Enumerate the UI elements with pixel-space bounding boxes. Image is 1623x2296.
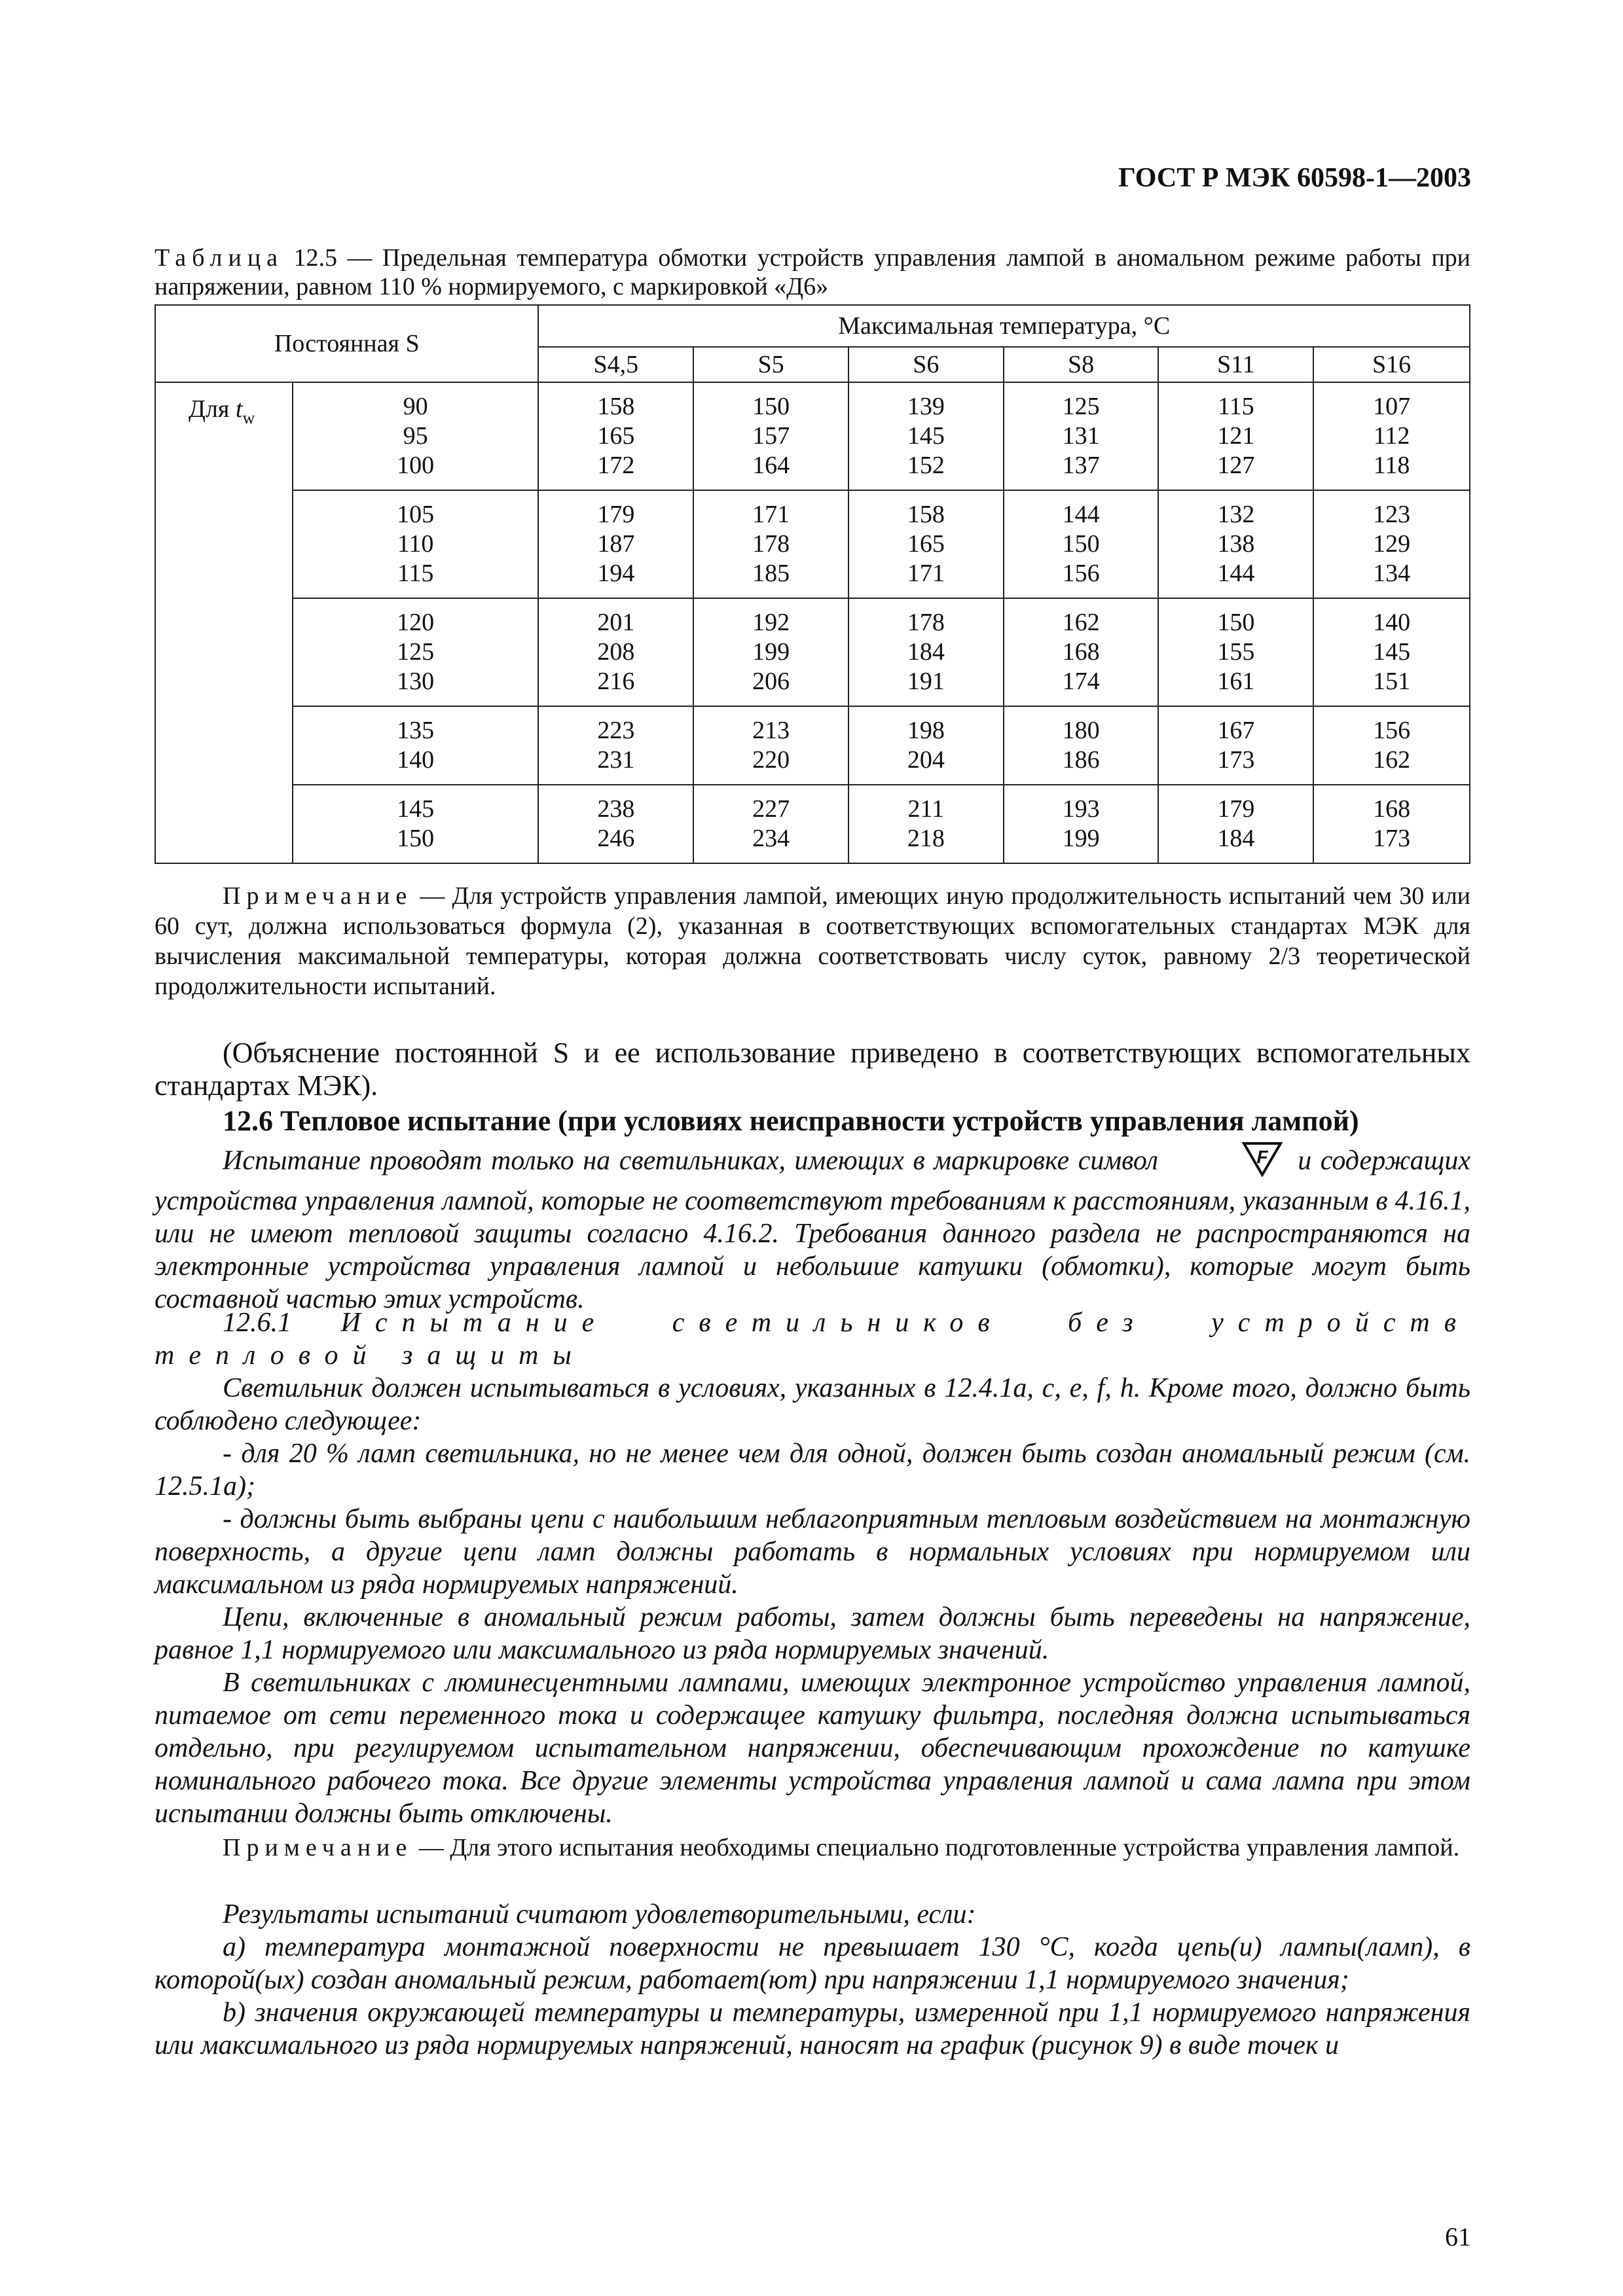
- paragraph-test-scope: Испытание проводят только на светильниках, имеющих в маркировке символ F и содержащих устройства управления лампой, которые не соответствуют требованиям к расстояниям, указанным в 4.16.1, или не имеют тепловой защиты согласно 4.16.2. Требования данного раздела не распространяются на электронные устройства управления лампой и небольшие катушки (обмотки), которые могут быть составной частью этих устройств.: [155, 1141, 1470, 1316]
- temperature-cell: 140 145 151: [1313, 598, 1470, 706]
- f-symbol-icon: [1174, 1141, 1283, 1185]
- column-header: S4,5: [538, 347, 693, 382]
- table-row: [155, 598, 1470, 706]
- paragraph-fluorescent: В светильниках с люминесцентными лампами, имеющих электронное устройство управления лампой, питаемое от сети переменного тока и содержащее катушку фильтра, последняя должна испытываться отдельно, при регулируемом испытательном напряжении, обеспечивающим прохождение по катушке номинального рабочего тока. Все другие элементы устройства управления лампой и сама лампа при этом испытании должны быть отключены.: [155, 1668, 1470, 1829]
- explanation-paragraph: (Объяснение постоянной S и ее использование приведено в соответствующих вспомогательных стандартах МЭК).: [155, 1037, 1470, 1102]
- temperature-cell: 179 184: [1158, 785, 1313, 863]
- temperature-cell: 167 173: [1158, 706, 1313, 785]
- row-label: Для $t_w$: [155, 382, 293, 863]
- temperature-cell: 223 231: [538, 706, 693, 785]
- temperature-cell: 178 184 191: [848, 598, 1004, 706]
- temperature-cell: 198 204: [848, 706, 1004, 785]
- section-heading: 12.6 Тепловое испытание (при условиях неисправности устройств управления лампой): [223, 1105, 1359, 1137]
- table-row: [155, 706, 1470, 785]
- temperature-cell: 158 165 172: [538, 382, 693, 490]
- temperature-cell: 115 121 127: [1158, 382, 1313, 490]
- note-label: Примечание: [223, 882, 413, 910]
- s-value-cell: 145 150: [293, 785, 539, 863]
- temperature-cell: 179 187 194: [538, 490, 693, 598]
- column-header: S11: [1158, 347, 1313, 382]
- note-label: Примечание: [223, 1834, 413, 1861]
- stub-header: Постоянная S: [155, 305, 538, 382]
- temperature-cell: 211 218: [848, 785, 1004, 863]
- page-number: 61: [1445, 2222, 1471, 2251]
- s-value-cell: 135 140: [293, 706, 539, 785]
- temperature-cell: 193 199: [1004, 785, 1159, 863]
- temperature-cell: 156 162: [1313, 706, 1470, 785]
- s-value-cell: 120 125 130: [293, 598, 539, 706]
- temperature-cell: 144 150 156: [1004, 490, 1159, 598]
- note-text: — Для этого испытания необходимы специально подготовленные устройства управления лампой.: [412, 1834, 1460, 1861]
- temperature-cell: 227 234: [693, 785, 848, 863]
- paragraph-conditions: Светильник должен испытываться в условиях, указанных в 12.4.1a, c, e, f, h. Кроме того, должно быть соблюдено следующее:: [155, 1373, 1470, 1436]
- temperature-table: [155, 304, 1470, 864]
- standard-designation: ГОСТ Р МЭК 60598-1—2003: [1118, 163, 1471, 193]
- table-row: [155, 490, 1470, 598]
- temperature-cell: 158 165 171: [848, 490, 1004, 598]
- item-b: b) значения окружающей температуры и температуры, измеренной при 1,1 нормируемого напряжения или максимального из ряда нормируемых напряжений, наносят на график (рисунок 9) в виде точек и: [155, 1998, 1470, 2060]
- tw-symbol: t: [235, 395, 243, 423]
- column-header: S6: [848, 347, 1004, 382]
- temperature-cell: 125 131 137: [1004, 382, 1159, 490]
- temperature-cell: 213 220: [693, 706, 848, 785]
- test-note: [155, 1833, 1470, 1863]
- temperature-cell: 171 178 185: [693, 490, 848, 598]
- bullet-item: - должны быть выбраны цепи с наибольшим неблагоприятным тепловым воздействием на монтажную поверхность, а другие цепи ламп должны работать в нормальных условиях при нормируемом или максимальном из ряда нормируемых напряжений.: [155, 1504, 1470, 1600]
- item-a: a) температура монтажной поверхности не превышает 130 °С, когда цепь(и) лампы(ламп), в которой(ых) создан аномальный режим, работает(ют) при напряжении 1,1 нормируемого значения;: [155, 1932, 1470, 1995]
- s-value-cell: 90 95 100: [293, 382, 539, 490]
- temperature-cell: 123 129 134: [1313, 490, 1470, 598]
- temperature-cell: 238 246: [538, 785, 693, 863]
- temperature-cell: 180 186: [1004, 706, 1159, 785]
- temperature-cell: 192 199 206: [693, 598, 848, 706]
- temperature-cell: 201 208 216: [538, 598, 693, 706]
- results-intro: Результаты испытаний считают удовлетворительными, если:: [223, 1899, 976, 1929]
- table-row: [155, 382, 1470, 490]
- paragraph-circuits: Цепи, включенные в аномальный режим работы, затем должны быть переведены на напряжение, равное 1,1 нормируемого или максимального из ряда нормируемых значений.: [155, 1602, 1470, 1665]
- column-header: S16: [1313, 347, 1470, 382]
- note-text: — Для устройств управления лампой, имеющих иную продолжительность испытаний чем 30 или 60 сут, должна использоваться формула (2), указанная в соответствующих вспомогательных стандартах МЭК для вычисления максимальной температуры, которая должна соответствовать числу суток, равному 2/3 теоретической продолжительности испытаний.: [155, 882, 1470, 1000]
- table-row: [155, 785, 1470, 863]
- subsection-heading: 12.6.1 Испытание светильников без устройств тепловой защиты: [155, 1308, 1470, 1371]
- max-temperature-header: Максимальная температура, °С: [538, 305, 1470, 347]
- table-caption-label: Таблица: [155, 244, 284, 272]
- s-value-cell: 105 110 115: [293, 490, 539, 598]
- bullet-item: - для 20 % ламп светильника, но не менее чем для одной, должен быть создан аномальный режим (см. 12.5.1a);: [155, 1439, 1470, 1501]
- temperature-cell: 150 155 161: [1158, 598, 1313, 706]
- temperature-cell: 162 168 174: [1004, 598, 1159, 706]
- temperature-cell: 168 173: [1313, 785, 1470, 863]
- svg-text:F: F: [1256, 1147, 1268, 1167]
- temperature-cell: 139 145 152: [848, 382, 1004, 490]
- table-caption-text: 12.5 — Предельная температура обмотки устройств управления лампой в аномальном режиме работы при напряжении, равном 110 % нормируемого, с маркировкой «Д6»: [155, 244, 1470, 300]
- temperature-cell: 150 157 164: [693, 382, 848, 490]
- table-note: [155, 881, 1470, 1001]
- column-header: S5: [693, 347, 848, 382]
- table-caption: [155, 243, 1470, 301]
- temperature-cell: 132 138 144: [1158, 490, 1313, 598]
- temperature-cell: 107 112 118: [1313, 382, 1470, 490]
- column-header: S8: [1004, 347, 1159, 382]
